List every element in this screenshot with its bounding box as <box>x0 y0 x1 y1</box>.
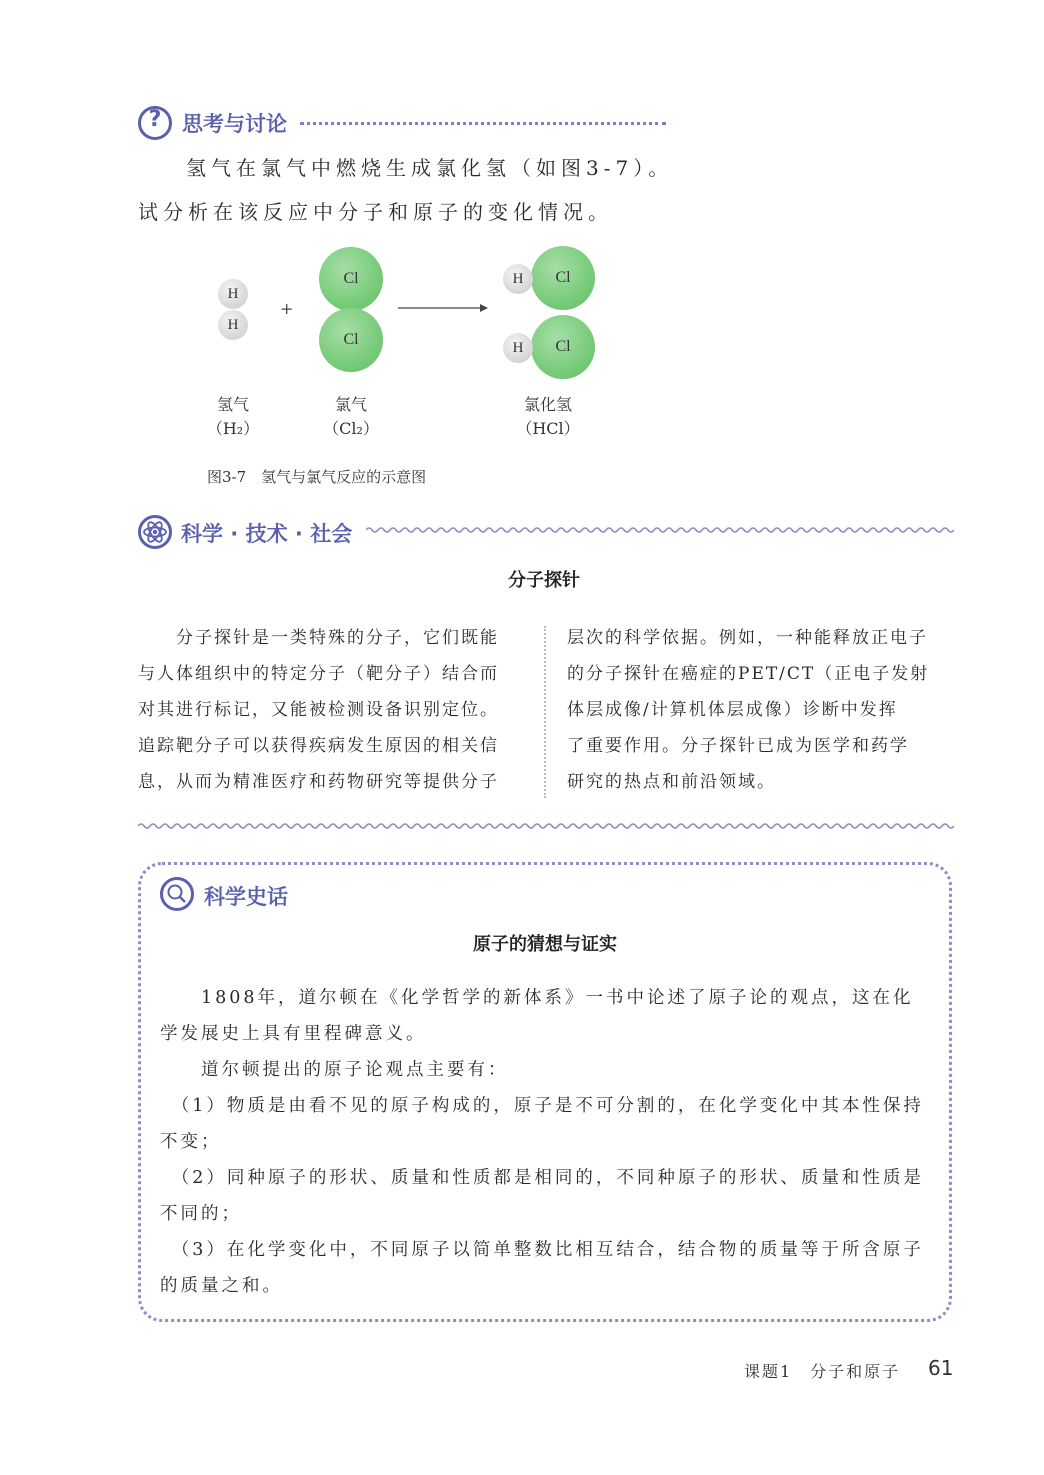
history-title: 科学史话 <box>204 885 288 909</box>
hydrogen-atom: H <box>503 333 533 363</box>
sts-title: 科学 · 技术 · 社会 <box>181 522 353 546</box>
hydrogen-atom: H <box>503 264 533 294</box>
page-number: 61 <box>928 1356 954 1380</box>
question-icon: ? <box>138 106 172 140</box>
atom-icon <box>138 515 172 549</box>
history-body <box>160 980 932 1304</box>
history-paragraph: （1）物质是由看不见的原子构成的，原子是不可分割的，在化学变化中其本性保持不变； <box>160 1096 924 1152</box>
footer-chapter: 课题1 分子和原子 <box>744 1362 901 1381</box>
label-hydrogen: 氢气 （H₂） <box>206 395 260 438</box>
history-paragraph: （3）在化学变化中，不同原子以简单整数比相互结合，结合物的质量等于所含原子的质量之和。 <box>160 1240 924 1296</box>
chlorine-atom: Cl <box>319 247 383 311</box>
discussion-title: 思考与讨论 <box>182 112 287 136</box>
history-paragraph: 1808年，道尔顿在《化学哲学的新体系》一书中论述了原子论的观点，这在化学发展史上具有里程碑意义。 <box>160 988 914 1044</box>
sts-wavy-divider-top <box>366 525 954 535</box>
sts-left-column: 分子探针是一类特殊的分子，它们既能 与人体组织中的特定分子（靶分子）结合而 对其进行标记，又能被检测设备识别定位。 追踪靶分子可以获得疾病发生原因的相关信 息，从而为精准医疗和药物研究等提供分子 <box>138 628 499 792</box>
label-hydrogen-chloride: 氯化氢 （HCl） <box>516 395 580 438</box>
sts-wavy-divider-bottom <box>138 821 954 831</box>
hydrogen-atom: H <box>218 279 248 309</box>
discussion-divider <box>300 122 666 125</box>
reaction-arrow <box>398 302 488 314</box>
label-chlorine: 氯气 （Cl₂） <box>323 395 379 438</box>
chlorine-atom: Cl <box>531 315 595 379</box>
discussion-line-2: 试分析在该反应中分子和原子的变化情况。 <box>138 200 613 224</box>
column-divider <box>544 626 546 798</box>
history-paragraph: 道尔顿提出的原子论观点主要有： <box>160 1060 509 1080</box>
sts-article-title: 分子探针 <box>508 570 580 591</box>
history-article-title: 原子的猜想与证实 <box>473 934 617 955</box>
figure-caption: 图3-7 氢气与氯气反应的示意图 <box>207 468 427 486</box>
history-paragraph: （2）同种原子的形状、质量和性质都是相同的，不同种原子的形状、质量和性质是不同的； <box>160 1168 924 1224</box>
plus-sign: + <box>280 299 294 318</box>
magnifier-icon <box>160 877 194 911</box>
discussion-line-1: 氢气在氯气中燃烧生成氯化氢（如图3-7）。 <box>186 156 674 180</box>
chlorine-atom: Cl <box>319 308 383 372</box>
chlorine-atom: Cl <box>531 246 595 310</box>
sts-right-column: 层次的科学依据。例如，一种能释放正电子 的分子探针在癌症的PET/CT（正电子发射 体层成像/计算机体层成像）诊断中发挥 了重要作用。分子探针已成为医学和药学 研究的热点和前沿领域。 <box>567 628 930 792</box>
hydrogen-atom: H <box>218 310 248 340</box>
